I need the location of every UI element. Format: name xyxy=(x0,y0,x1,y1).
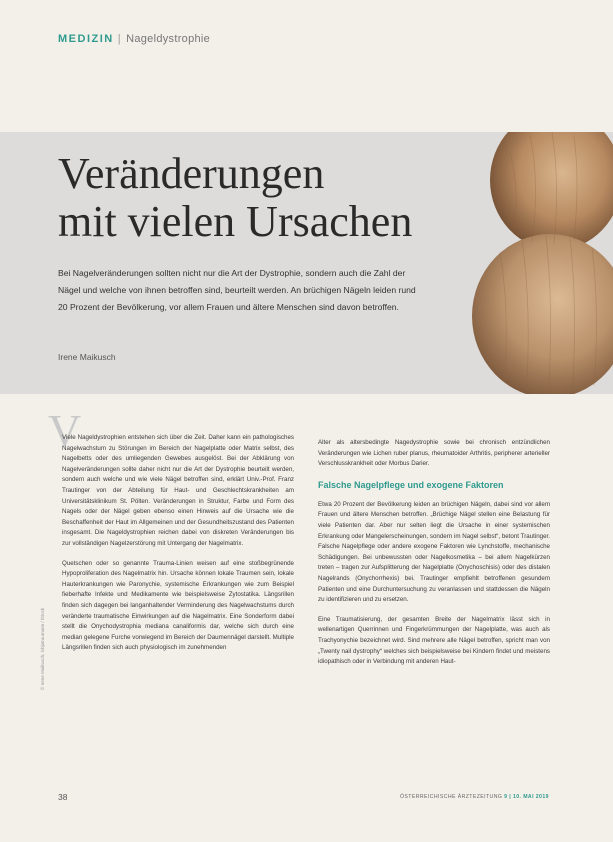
section-tag xyxy=(58,33,210,45)
article-column-left xyxy=(62,433,294,663)
section-label: MEDIZIN xyxy=(58,33,114,45)
article-title xyxy=(58,150,412,246)
paragraph: Viele Nageldystrophien entstehen sich über die Zeit. Daher kann ein pathologisches Nagelwachstum zu Störungen im Bereich der Nagelplatte oder Matrix selbst, des Nagelbetts oder des umliegenden Gewebes ausgelöst. Bei der Abklärung von Nagelveränderungen sollte daher nicht nur die Art der Dystrophie beurteilt werden, sondern auch welche und wie viele Nägel betroffen sind, erklärt Univ.-Prof. Franz Trautinger von der Abteilung für Haut- und Geschlechtskrankheiten am Universitätsklinikum St. Pölten. Veränderungen in Struktur, Farbe und Form des Nagels oder der Nägel geben ebenso einen Hinweis auf die Ursache wie die Beschaffenheit der Haut im Allgemeinen und der Gesundheitszustand des Patienten insgesamt. Die Nageldystrophien reichen dabei von diskreten Veränderungen bis zur vollständigen Nagelzerstörung mit Untergang der Nagelmatrix. xyxy=(62,434,294,547)
paragraph: Quetschen oder so genannte Trauma-Linien weisen auf eine stoßbegrünende Hypoproliferation des Nagelmatrix hin. Ursache können lokale Traumen sein, lokale Hauterkrankungen wie Paronychie, systemische Erkrankungen wie zum Beispiel fieberhafte Infekte und Medikamente wie beispielsweise Zytostatika. Längsrillen finden sich dagegen bei langanhaltender Verminderung des Nagelwachstums durch veränderte traumatische Einwirkungen auf die Nagelmatrix. Eine Sonderform dabei stellt die Onychodystrophia mediana canaliformis dar, welche sich durch eine median gelegene Furche vorwiegend im Bereich der Daumennägel darstellt. Multiple Längsrillen finden sich auch physiologisch im zunehmenden xyxy=(62,559,294,652)
article-column-right xyxy=(318,438,550,677)
article-title-line-1: Veränderungen xyxy=(58,149,325,198)
drop-cap: V xyxy=(48,405,82,456)
paragraph: Alter als altersbedingte Nagedystrophie sowie bei chronisch entzündlichen Veränderungen wie Lichen ruber planus, rheumatoider Arthritis, peripherer arterieller Verschlusskrankheit oder Morbus Darier. xyxy=(318,439,550,468)
fingernail-photo xyxy=(470,132,613,394)
article-author: Irene Maikusch xyxy=(58,352,116,362)
photo-credit: © Irene Maikusch; lobjatraumann / iStock xyxy=(40,607,45,690)
publication-issue: 9 | 10. MAI 2019 xyxy=(504,794,549,800)
publication-footer xyxy=(400,794,549,800)
section-separator: | xyxy=(117,33,123,45)
paragraph: Eine Traumatisierung, der gesamten Breite der Nagelmatrix lässt sich in wellenartigen Querrinnen und Fingerkrümmungen der Nagelplatte, was auch als Trachyonychie bezeichnet wird. Sind mehrere alle Nägel betroffen, spricht man von „Twenty nail dystrophy“ welches sich beispielsweise bei Kindern findet und meistens idiopathisch oder in Verbindung mit anderen Haut- xyxy=(318,615,550,666)
publication-name: ÖSTERREICHISCHE ÄRZTEZEITUNG xyxy=(400,794,503,800)
article-subheading: Falsche Nagelpflege und exogene Faktoren xyxy=(318,479,504,490)
page-number: 38 xyxy=(58,792,68,802)
fingernail-illustration xyxy=(470,132,613,394)
paragraph: Etwa 20 Prozent der Bevölkerung leiden an brüchigen Nägeln, dabei sind vor allem Frauen und ältere Menschen betroffen. „Brüchige Nägel stellen eine Belastung für viele Patienten dar. Aber nur selten liegt die Ursache in einer systemischen Erkrankung oder Mangelerscheinungen, sondern im Nagel selbst“, betont Trautinger. Falsche Nagelpflege oder andere exogene Faktoren wie Lynchstoffe, mechanische Schädigungen. Bei unbewussten oder Nagelkosmetika – bei allem Nagelkürzen treten – tragen zur Aufsplitterung der Nagelplatte (Onychoschisis) oder des distalen Nagelrands (Onychorrhexis) bei. Trautinger empfiehlt betroffenen gesundem Patienten und eine Durchuntersuchung zu veranlassen und stattdessen die Nägeln zu identifizieren und zu ersetzen. xyxy=(318,500,550,604)
article-title-line-2: mit vielen Ursachen xyxy=(58,197,413,246)
section-topic: Nageldystrophie xyxy=(126,33,211,45)
article-lead: Bei Nagelveränderungen sollten nicht nur die Art der Dystrophie, sondern auch die Zahl der Nägel und welche von ihnen betroffen sind, beurteilt werden. An brüchigen Nägeln leiden rund 20 Prozent der Bevölkerung, vor allem Frauen und ältere Menschen sind davon betroffen. xyxy=(58,268,416,312)
